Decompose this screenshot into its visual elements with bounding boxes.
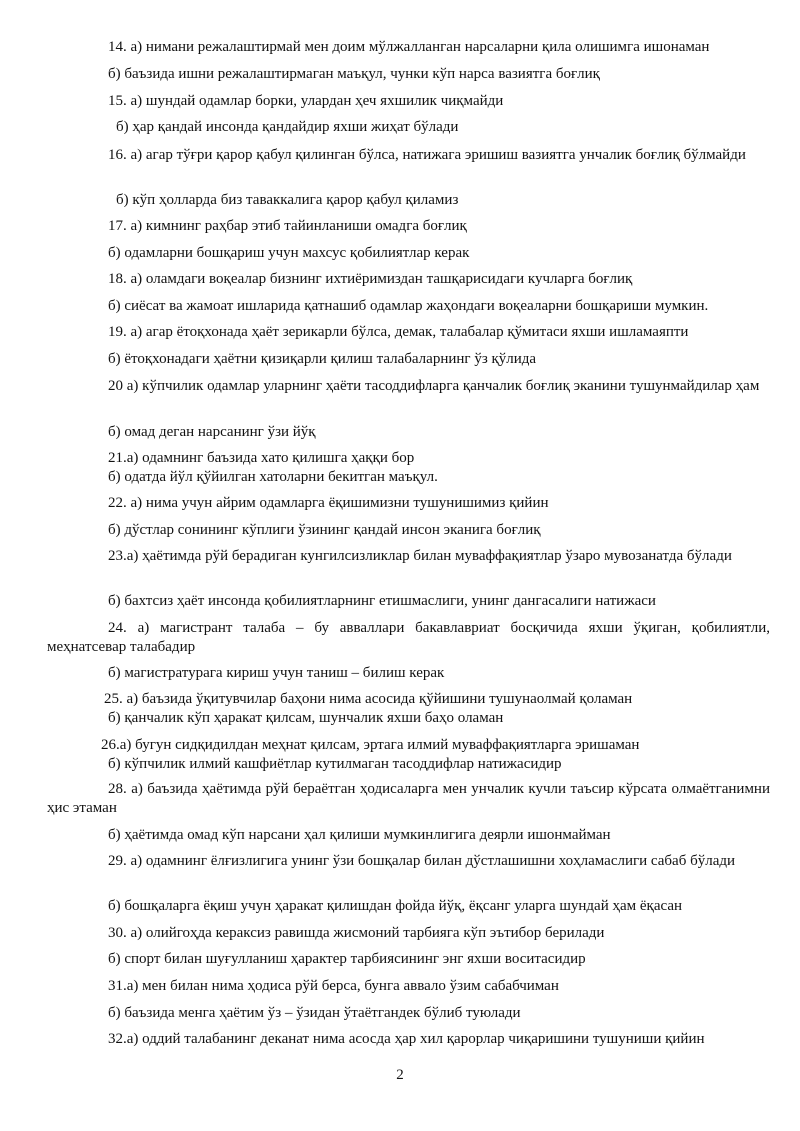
item-19a: 19. а) агар ётоқхонада ҳаёт зерикарли бўлса, демак, талабалар қўмитаси яхши ишламаяпти [108,324,689,340]
item-19b: б) ётоқхонадаги ҳаётни қизиқарли қилиш талабаларнинг ўз қўлида [108,351,537,367]
item-23b: б) бахтсиз ҳаёт инсонда қобилиятларнинг етишмаслиги, унинг дангасалиги натижаси [108,593,656,609]
item-23a: 23.а) ҳаётимда рўй берадиган кунгилсизликлар билан муваффақиятлар ўзаро мувозанатда бўлади [108,548,732,564]
item-18b: б) сиёсат ва жамоат ишларида қатнашиб одамлар жаҳондаги воқеаларни бошқариши мумкин. [108,298,709,314]
item-28a: 28. а) баъзида ҳаётимда рўй бераётган ҳодисаларга мен унчалик кучли таъсир кўрсата олмаётганимни ҳис этаман [47,781,770,816]
item-16a: 16. а) агар тўғри қарор қабул қилинган бўлса, натижага эришиш вазиятга унчалик боғлиқ бўлмайди [108,147,746,163]
item-30a: 30. а) олийгоҳда кераксиз равишда жисмоний тарбияга кўп эътибор берилади [108,925,605,941]
item-16b: б) кўп ҳолларда биз таваккалига қарор қабул қиламиз [116,192,459,208]
item-26a: 26.а) бугун сидқидилдан меҳнат қилсам, эртага илмий муваффақиятларга эришаман [101,737,640,753]
item-22b: б) дўстлар сонининг кўплиги ўзининг қандай инсон эканига боғлиқ [108,522,541,538]
item-29a: 29. а) одамнинг ёлғизлигига унинг ўзи бошқалар билан дўстлашишни хоҳламаслиги сабаб бўлади [108,853,736,869]
item-28b: б) ҳаётимда омад кўп нарсани ҳал қилиши мумкинлигига деярли ишонмайман [108,827,611,843]
item-18a: 18. а) оламдаги воқеалар бизнинг ихтиёримиздан ташқарисидаги кучларга боғлиқ [108,271,633,287]
item-20a: 20 а) кўпчилик одамлар уларнинг ҳаёти тасоддифларга қанчалик боғлиқ эканини тушунмайдилар ҳам [108,378,760,394]
item-15a: 15. а) шундай одамлар борки, улардан ҳеч яхшилик чиқмайди [108,93,504,109]
item-20b: б) омад деган нарсанинг ўзи йўқ [108,424,316,440]
item-25a: 25. а) баъзида ўқитувчилар баҳони нима асосида қўйишини тушунаолмай қоламан [104,691,633,707]
item-15b: б) ҳар қандай инсонда қандайдир яхши жиҳат бўлади [116,119,459,135]
item-30b: б) спорт билан шуғулланиш ҳарактер тарбиясининг энг яхши воситасидир [108,951,586,967]
item-31b: б) баъзида менга ҳаётим ўз – ўзидан ўтаётгандек бўлиб туюлади [108,1005,521,1021]
item-17a: 17. а) кимнинг раҳбар этиб тайинланиши омадга боғлиқ [108,218,467,234]
item-22a: 22. а) нима учун айрим одамларга ёқишимизни тушунишимиз қийин [108,495,549,511]
item-32a: 32.а) оддий талабанинг деканат нима асосда ҳар хил қарорлар чиқаришини тушуниши қийин [108,1031,705,1047]
item-24b: б) магистратурага кириш учун таниш – билиш керак [108,665,445,681]
item-29b: б) бошқаларга ёқиш учун ҳаракат қилишдан фойда йўқ, ёқсанг уларга шундай ҳам ёқасан [108,898,683,914]
item-21b: б) одатда йўл қўйилган хатоларни бекитган маъқул. [108,469,438,485]
item-25b: б) қанчалик кўп ҳаракат қилсам, шунчалик яхши баҳо оламан [108,710,504,726]
item-24a: 24. а) магистрант талаба – бу авваллари бакавлавриат босқичида яхши ўқиган, қобилиятли, меҳнатсевар талабадир [47,620,770,655]
item-21a: 21.а) одамнинг баъзида хато қилишга ҳаққи бор [108,450,415,466]
item-14a: 14. а) нимани режалаштирмай мен доим мўлжалланган нарсаларни қила олишимга ишонаман [108,39,710,55]
item-17b: б) одамларни бошқариш учун махсус қобилиятлар керак [108,245,470,261]
item-26b: б) кўпчилик илмий кашфиётлар кутилмаган тасоддифлар натижасидир [108,756,562,772]
page-number: 2 [396,1067,404,1083]
item-31a: 31.а) мен билан нима ҳодиса рўй берса, бунга аввало ўзим сабабчиман [108,978,559,994]
item-14b: б) баъзида ишни режалаштирмаган маъқул, чунки кўп нарса вазиятга боғлиқ [108,66,600,82]
